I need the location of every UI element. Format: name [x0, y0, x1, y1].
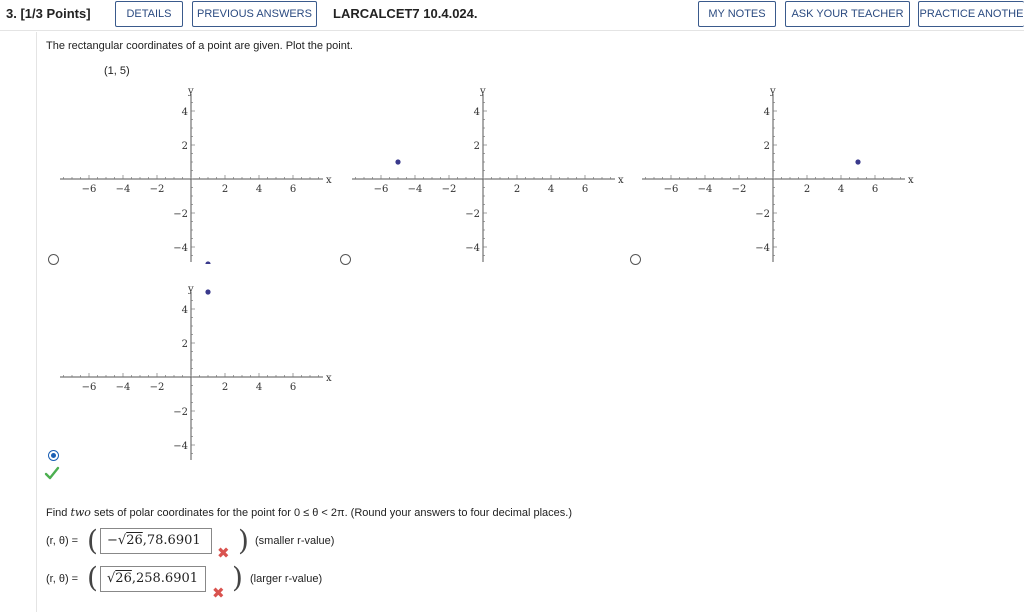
y-tick-label: 4 [181, 107, 188, 118]
problem-prompt: The rectangular coordinates of a point are given. Plot the point. [46, 40, 353, 52]
y-tick-label: 2 [473, 141, 480, 152]
y-tick-label: −2 [173, 209, 188, 220]
x-tick-label: 2 [513, 184, 521, 195]
answer-2-radicand: 26 [115, 571, 132, 586]
axes [60, 292, 323, 460]
x-tick-label: −2 [441, 184, 457, 195]
y-tick-label: 4 [763, 107, 770, 118]
x-axis-label: x [326, 373, 332, 384]
polar-answer-1-field[interactable] [100, 528, 212, 554]
graph-option-2 [350, 86, 630, 264]
rtheta-label-2: (r, θ) = [46, 573, 79, 585]
y-axis-label: y [480, 86, 486, 97]
question-number: 3. [1/3 Points] [6, 6, 91, 21]
x-tick-label: 2 [803, 184, 811, 195]
incorrect-x-icon-1: ✖ [217, 545, 230, 562]
y-axis-label: y [770, 86, 776, 97]
graph-option-1 [58, 86, 338, 264]
y-axis-label: y [188, 284, 194, 295]
x-tick-label: 6 [289, 184, 297, 195]
x-tick-label: 4 [255, 184, 263, 195]
graph-option-1-radio[interactable] [48, 254, 59, 265]
plotted-point [205, 289, 210, 294]
x-axis-label: x [326, 175, 332, 186]
x-tick-label: −4 [407, 184, 423, 195]
instruction-text-post: sets of polar coordinates for the point for 0 ≤ θ < 2π. (Round your answers to four decimal places.) [90, 507, 572, 519]
instruction-text-pre: Find [46, 507, 71, 519]
answer-2-sqrt-sign: √ [107, 571, 116, 586]
x-tick-label: 2 [221, 382, 229, 393]
x-tick-label: −4 [115, 382, 131, 393]
larger-r-note: (larger r-value) [250, 573, 323, 585]
y-tick-label: 2 [181, 141, 188, 152]
x-axis-label: x [618, 175, 624, 186]
answer-1-radicand: 26 [126, 533, 143, 548]
open-paren-2: ( [87, 561, 98, 594]
polar-answer-2-field[interactable] [100, 566, 206, 592]
y-tick-label: 4 [181, 305, 188, 316]
axes [60, 94, 323, 262]
details-button[interactable]: DETAILS [115, 1, 183, 27]
practice-another-button[interactable]: PRACTICE ANOTHE [918, 1, 1024, 27]
y-tick-label: −2 [755, 209, 770, 220]
x-tick-label: −2 [149, 184, 165, 195]
plotted-point [395, 159, 400, 164]
smaller-r-note: (smaller r-value) [255, 535, 335, 547]
answer-2-angle: ,258.6901 [131, 571, 199, 586]
my-notes-button[interactable]: MY NOTES [698, 1, 776, 27]
x-tick-label: 4 [255, 382, 263, 393]
left-divider [36, 32, 37, 612]
x-tick-label: 4 [837, 184, 845, 195]
x-tick-label: 6 [871, 184, 879, 195]
x-tick-label: −4 [115, 184, 131, 195]
ask-your-teacher-button[interactable]: ASK YOUR TEACHER [785, 1, 910, 27]
x-tick-label: −2 [731, 184, 747, 195]
open-paren-1: ( [87, 524, 98, 557]
graph-option-2-radio[interactable] [340, 254, 351, 265]
graph-option-4-radio[interactable] [48, 450, 59, 461]
x-tick-label: 2 [221, 184, 229, 195]
y-tick-label: 4 [473, 107, 480, 118]
y-tick-label: −4 [755, 243, 770, 254]
x-tick-label: 4 [547, 184, 555, 195]
previous-answers-button[interactable]: PREVIOUS ANSWERS [192, 1, 317, 27]
x-axis-label: x [908, 175, 914, 186]
polar-instruction [46, 506, 572, 519]
question-id: LARCALCET7 10.4.024. [333, 6, 478, 21]
answer-1-minus: − [107, 533, 118, 548]
given-point: (1, 5) [104, 65, 130, 77]
x-tick-label: −2 [149, 382, 165, 393]
y-axis-label: y [188, 86, 194, 97]
close-paren-1: ) [238, 524, 249, 557]
answer-1-sqrt-sign: √ [117, 533, 127, 548]
question-header [0, 0, 1024, 31]
incorrect-x-icon-2: ✖ [212, 585, 225, 602]
x-tick-label: −4 [697, 184, 713, 195]
y-tick-label: −2 [465, 209, 480, 220]
plotted-point [855, 159, 860, 164]
x-tick-label: −6 [81, 184, 97, 195]
plotted-point [205, 261, 210, 264]
x-tick-label: −6 [663, 184, 679, 195]
graph-option-3 [640, 86, 920, 264]
rtheta-label-1: (r, θ) = [46, 535, 79, 547]
axes [352, 94, 615, 262]
y-tick-label: −4 [173, 243, 188, 254]
graph-option-4 [58, 284, 338, 462]
axes [642, 94, 905, 262]
x-tick-label: −6 [373, 184, 389, 195]
instruction-text-emphasis: two [70, 506, 91, 519]
graph-option-3-radio[interactable] [630, 254, 641, 265]
y-tick-label: −2 [173, 407, 188, 418]
y-tick-label: 2 [763, 141, 770, 152]
correct-check-icon [44, 466, 60, 480]
y-tick-label: −4 [173, 441, 188, 452]
y-tick-label: 2 [181, 339, 188, 350]
x-tick-label: −6 [81, 382, 97, 393]
answer-1-angle: ,78.6901 [142, 533, 201, 548]
x-tick-label: 6 [289, 382, 297, 393]
y-tick-label: −4 [465, 243, 480, 254]
close-paren-2: ) [232, 561, 243, 594]
x-tick-label: 6 [581, 184, 589, 195]
